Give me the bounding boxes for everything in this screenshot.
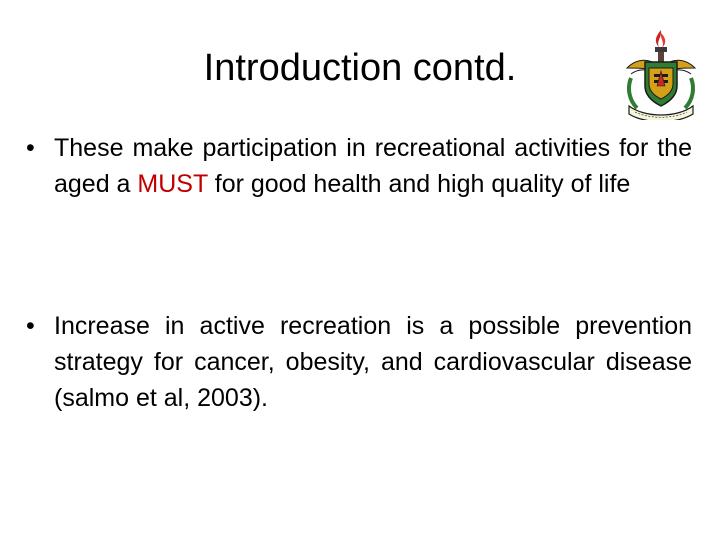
bullet-text-end: for good health and high quality of life	[207, 170, 631, 198]
bullet-text: Increase in active recreation is a possible prevention strategy for cancer, obesity, and cardiovascular disease (salmo et al, 2003).	[54, 312, 692, 412]
slide-title: Introduction contd.	[203, 47, 517, 89]
bullet-marker: •	[26, 312, 35, 340]
bullet-marker: •	[26, 134, 35, 162]
bullet-item	[26, 130, 692, 202]
university-crest-icon	[621, 28, 701, 120]
bullet-list	[26, 130, 692, 416]
bullet-emphasis: MUST	[137, 170, 208, 198]
bullet-item	[26, 308, 692, 416]
bullet-text-start: These make participation in recreational activities for the aged a	[54, 134, 692, 198]
